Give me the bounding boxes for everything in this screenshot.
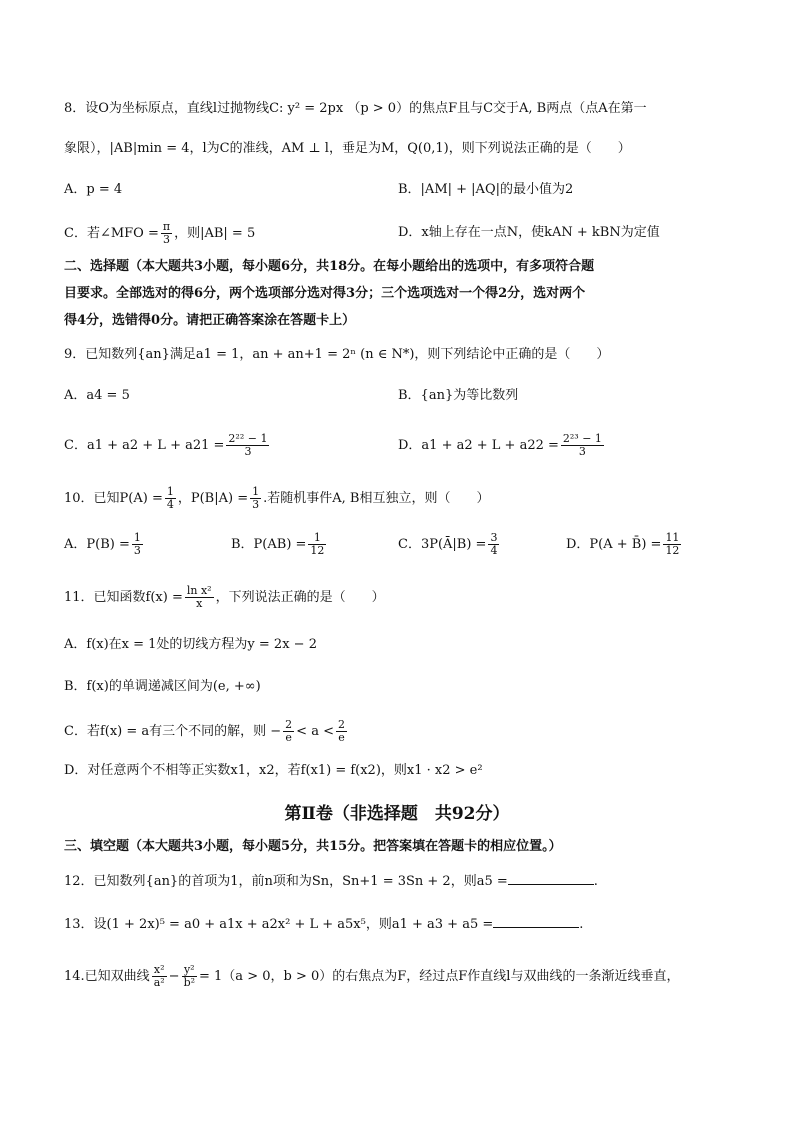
q8-option-c-pre: C．若∠MFO = <box>64 226 159 241</box>
section2-line2: 目要求。全部选对的得6分，两个选项部分选对得3分；三个选项选对一个得2分，选对两个 <box>64 286 586 301</box>
q10-option-c-den: 4 <box>490 544 498 557</box>
q9-option-d-pre: D．a1 + a2 + L + a22 = <box>398 438 559 453</box>
q9-option-c-fraction <box>226 433 269 458</box>
q8-option-c-num: π <box>162 220 171 233</box>
q10-stem-den-1: 4 <box>166 498 174 511</box>
q11-option-c <box>64 719 349 744</box>
q10-stem-fraction-2 <box>250 486 261 511</box>
q10-stem-den-2: 3 <box>252 498 260 511</box>
q11-option-d: D．对任意两个不相等正实数x1，x2，若f(x1) = f(x2)，则x1 · x2 > e² <box>64 763 483 778</box>
q11-option-c-num-2: 2 <box>337 718 345 731</box>
section2-line3: 得4分，选错得0分。请把正确答案涂在答题卡上） <box>64 313 356 328</box>
q8-option-c-post: ，则|AB| = 5 <box>174 226 256 241</box>
q10-option-a-den: 3 <box>133 544 141 557</box>
q9-option-b: B．{an}为等比数列 <box>398 388 519 403</box>
q10-option-c-num: 3 <box>490 531 498 544</box>
q10-option-a <box>64 532 145 557</box>
q13-stem <box>64 915 583 934</box>
q10-option-c-pre: C．3P(Ā|B) = <box>398 537 487 552</box>
q11-option-c-den-2: e <box>338 731 345 744</box>
q9-option-c-den: 3 <box>244 445 252 458</box>
q14-minus: − <box>168 969 180 984</box>
q14-num-1: x² <box>152 964 167 977</box>
q9-option-d-den: 3 <box>578 445 586 458</box>
q13-stem-post: . <box>579 917 584 932</box>
q9-option-d-num: 2²³ − 1 <box>562 432 602 445</box>
q14-stem-post: = 1（a > 0，b > 0）的右焦点为F，经过点F作直线l与双曲线的一条渐近线垂直， <box>199 969 680 984</box>
q12-stem-post: . <box>593 874 598 889</box>
q10-stem-post: .若随机事件A, B相互独立，则（ ） <box>263 491 490 506</box>
q8-option-c-fraction <box>161 221 172 246</box>
part2-title: 第Ⅱ卷（非选择题 共92分） <box>284 804 510 824</box>
q13-answer-blank[interactable] <box>493 915 579 928</box>
q10-option-b-pre: B．P(AB) = <box>231 537 307 552</box>
q11-stem <box>64 585 385 610</box>
q11-option-c-den-1: e <box>285 731 292 744</box>
q12-stem <box>64 872 598 891</box>
q10-option-d-num: 11 <box>665 531 680 544</box>
q10-stem-mid: ，P(B|A) = <box>177 491 249 506</box>
q14-fraction-2 <box>182 964 197 989</box>
q11-option-a: A．f(x)在x = 1处的切线方程为y = 2x − 2 <box>64 637 317 652</box>
q11-option-c-num-1: 2 <box>285 718 293 731</box>
q10-option-c-fraction <box>488 532 499 557</box>
q10-option-d-den: 12 <box>665 544 680 557</box>
q10-option-c <box>398 532 501 557</box>
q9-option-d-fraction <box>561 433 604 458</box>
q11-option-b: B．f(x)的单调递减区间为(e, +∞) <box>64 679 261 694</box>
q11-option-c-fraction-1 <box>283 719 294 744</box>
q14-num-2: y² <box>182 964 197 977</box>
q10-option-a-fraction <box>132 532 143 557</box>
q14-stem <box>64 964 679 989</box>
q11-stem-num: ln x² <box>186 584 212 597</box>
q8-option-c <box>64 221 255 246</box>
q10-stem-num-2: 1 <box>252 485 260 498</box>
q9-stem: 9．已知数列{an}满足a1 = 1，an + an+1 = 2ⁿ (n ∈ N*)，则下列结论中正确的是（ ） <box>64 347 610 362</box>
q9-option-c-num: 2²² − 1 <box>228 432 268 445</box>
q8-option-d: D．x轴上存在一点N，使kAN + kBN为定值 <box>398 225 660 240</box>
q8-stem-line1: 8．设O为坐标原点，直线l过抛物线C: y² = 2px （p > 0）的焦点F且与C交于A, B两点（点A在第一 <box>64 101 647 116</box>
q14-fraction-1 <box>152 964 167 989</box>
q11-stem-fraction <box>185 585 214 610</box>
q11-stem-den: x <box>196 597 203 610</box>
q9-option-c-pre: C．a1 + a2 + L + a21 = <box>64 438 225 453</box>
q12-answer-blank[interactable] <box>508 872 594 885</box>
q9-option-d <box>398 433 606 458</box>
section3-header: 三、填空题（本大题共3小题，每小题5分，共15分。把答案填在答题卡的相应位置。） <box>64 839 562 854</box>
q10-option-b-num: 1 <box>308 532 326 545</box>
q12-stem-pre: 12．已知数列{an}的首项为1，前n项和为Sn，Sn+1 = 3Sn + 2，则a5 = <box>64 874 508 889</box>
q14-den-1: a² <box>153 976 165 989</box>
q9-option-c <box>64 433 271 458</box>
q10-stem-pre: 10．已知P(A) = <box>64 491 163 506</box>
q10-stem-num-1: 1 <box>166 485 174 498</box>
q10-option-d <box>566 532 683 557</box>
q14-den-2: b² <box>183 976 196 989</box>
q13-stem-pre: 13．设(1 + 2x)⁵ = a0 + a1x + a2x² + L + a5x⁵，则a1 + a3 + a5 = <box>64 917 494 932</box>
q10-option-a-num: 1 <box>133 531 141 544</box>
q11-stem-post: ，下列说法正确的是（ ） <box>215 590 385 605</box>
q8-option-a: A．p = 4 <box>64 182 123 197</box>
q10-option-b-den: 12 <box>310 544 325 557</box>
section2-line1: 二、选择题（本大题共3小题，每小题6分，共18分。在每小题给出的选项中，有多项符合题 <box>64 259 595 274</box>
q11-option-c-mid: < a < <box>296 724 334 739</box>
q10-option-d-fraction <box>663 532 681 557</box>
q10-option-b <box>231 532 328 557</box>
q9-option-a: A．a4 = 5 <box>64 388 130 403</box>
q11-option-c-pre: C．若f(x) = a有三个不同的解，则 − <box>64 724 282 739</box>
q8-option-c-den: 3 <box>162 233 170 246</box>
q11-stem-pre: 11．已知函数f(x) = <box>64 590 183 605</box>
q8-option-b: B．|AM| + |AQ|的最小值为2 <box>398 182 574 197</box>
q11-option-c-fraction-2 <box>336 719 347 744</box>
q10-option-a-pre: A．P(B) = <box>64 537 130 552</box>
q10-stem-fraction-1 <box>165 486 176 511</box>
q10-option-b-fraction <box>308 532 326 557</box>
q8-stem-line2: 象限），|AB|min = 4，l为C的准线，AM ⊥ l，垂足为M，Q(0,1)，则下列说法正确的是（ ） <box>64 141 631 156</box>
q14-stem-pre: 14.已知双曲线 <box>64 969 150 984</box>
q10-option-d-pre: D．P(A + B̄) = <box>566 537 662 552</box>
q10-stem <box>64 486 489 511</box>
